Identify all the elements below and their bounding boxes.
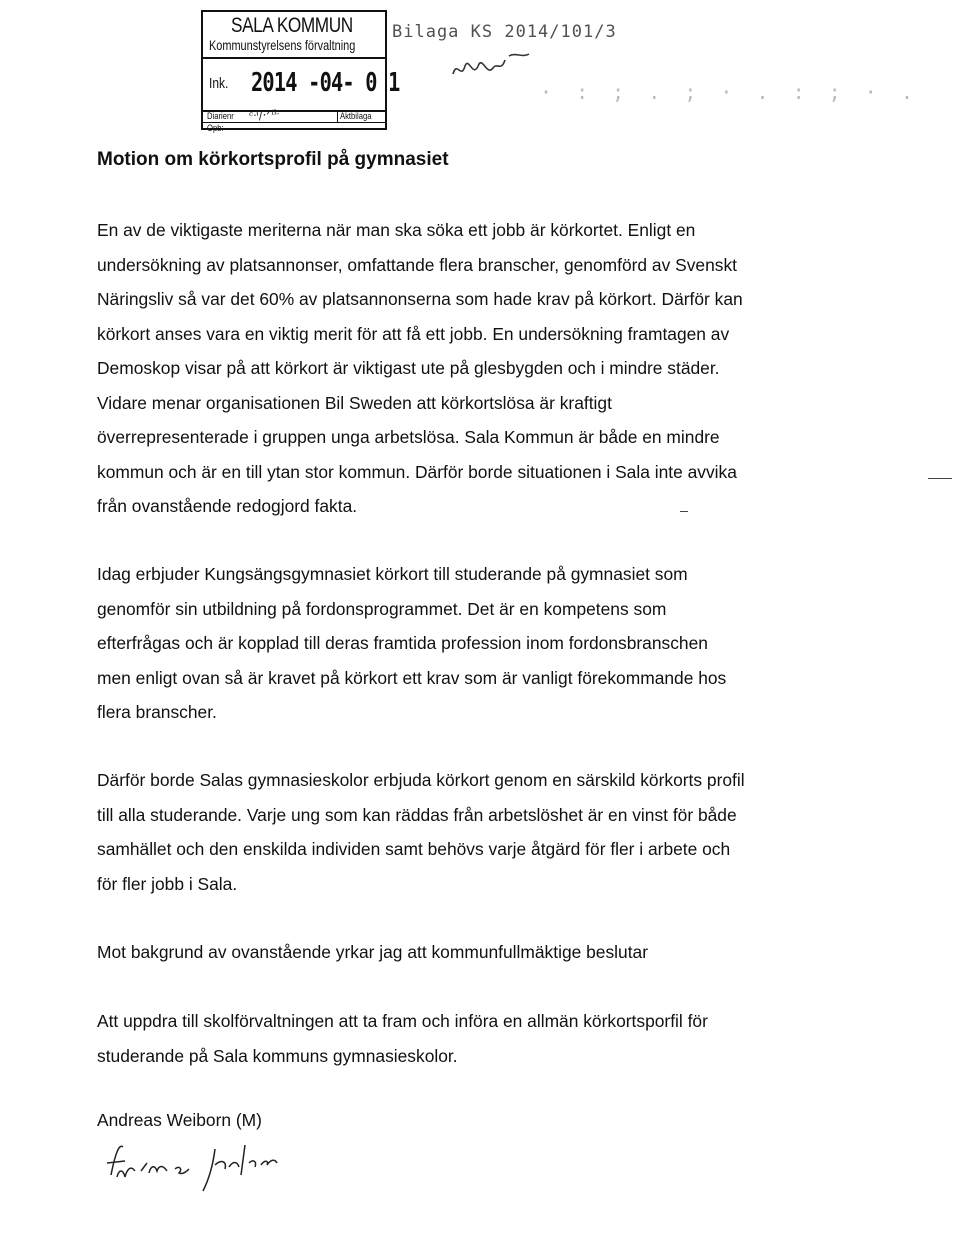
text-line: Idag erbjuder Kungsängsgymnasiet körkort till studerande på gymnasiet som bbox=[97, 564, 688, 584]
text-line: överrepresenterade i gruppen unga arbetslösa. Sala Kommun är både en mindre bbox=[97, 427, 720, 447]
margin-mark bbox=[680, 511, 688, 512]
paragraph-5 bbox=[97, 1004, 857, 1073]
stamp-ink-label: Ink. bbox=[209, 75, 229, 92]
text-line: körkort anses vara en viktig merit för att få ett jobb. En undersökning framtagen av bbox=[97, 323, 730, 344]
registration-stamp bbox=[201, 10, 400, 133]
text-line: samhället och den enskilda individen samt behövs varje åtgärd för fler i arbete och bbox=[97, 839, 731, 859]
text-line: Mot bakgrund av ovanstående yrkar jag att kommunfullmäktige beslutar bbox=[97, 942, 648, 962]
paragraph-1 bbox=[97, 213, 857, 524]
stamp-diarienr-label: Diarienr bbox=[207, 111, 234, 121]
text-line: från ovanstående redogjord fakta. bbox=[97, 496, 358, 516]
margin-mark bbox=[928, 478, 952, 479]
text-line: En av de viktigaste meriterna när man ska söka ett jobb är körkortet. Enligt en bbox=[97, 220, 696, 240]
stamp-divider bbox=[203, 57, 385, 59]
handwritten-signature bbox=[105, 1135, 345, 1205]
text-line: undersökning av platsannonser, omfattande flera branscher, genomförd av Svenskt bbox=[97, 254, 737, 275]
stamp-received-date: 2014 -04- 0 1 bbox=[251, 68, 400, 98]
text-line: genomför sin utbildning på fordonsprogrammet. Det är en kompetens som bbox=[97, 598, 667, 619]
stamp-diarienr-handwriting: ᶜᐧᑊ/·ᐟⁱᴸ bbox=[248, 106, 280, 124]
text-line: Att uppdra till skolförvaltningen att ta fram och införa en allmän körkortsporfil för bbox=[97, 1011, 708, 1031]
text-line: Vidare menar organisationen Bil Sweden att körkortslösa är kraftigt bbox=[97, 392, 612, 413]
handwritten-initials bbox=[445, 50, 555, 90]
document-title: Motion om körkortsprofil på gymnasiet bbox=[97, 149, 449, 170]
text-line: Demoskop visar på att körkort är viktigast ute på glesbygden och i mindre städer. bbox=[97, 358, 720, 378]
stamp-divider bbox=[203, 122, 385, 123]
text-line: Näringsliv så var det 60% av platsannonserna som hade krav på körkort. Därför kan bbox=[97, 289, 743, 309]
paragraph-3 bbox=[97, 763, 857, 901]
text-line: men enligt ovan så är kravet på körkort ett krav som är vanligt förekommande hos bbox=[97, 667, 727, 688]
bilaga-reference: Bilaga KS 2014/101/3 bbox=[392, 22, 617, 42]
paragraph-2 bbox=[97, 557, 857, 730]
stamp-office: Kommunstyrelsens förvaltning bbox=[209, 37, 356, 53]
stamp-divider bbox=[337, 110, 338, 122]
text-line: efterfrågas och är kopplad till deras framtida profession inom fordonsbranschen bbox=[97, 633, 708, 653]
stamp-opb-label: Opb: bbox=[207, 123, 224, 133]
text-line: kommun och är en till ytan stor kommun. Därför borde situationen i Sala inte avvika bbox=[97, 461, 737, 482]
stamp-organization: SALA KOMMUN bbox=[231, 14, 353, 37]
paragraph-4 bbox=[97, 935, 857, 970]
signatory-name: Andreas Weiborn (M) bbox=[97, 1110, 262, 1130]
text-line: till alla studerande. Varje ung som kan räddas från arbetslöshet är en vinst för både bbox=[97, 804, 737, 825]
text-line: för fler jobb i Sala. bbox=[97, 873, 238, 894]
faded-background-mark: · : ; . ; · . : ; · . bbox=[540, 80, 919, 104]
text-line: studerande på Sala kommuns gymnasieskolor. bbox=[97, 1045, 458, 1066]
text-line: flera branscher. bbox=[97, 702, 217, 722]
text-line: Därför borde Salas gymnasieskolor erbjuda körkort genom en särskild körkorts profil bbox=[97, 770, 745, 790]
stamp-aktbilaga-label: Aktbilaga bbox=[340, 111, 372, 121]
